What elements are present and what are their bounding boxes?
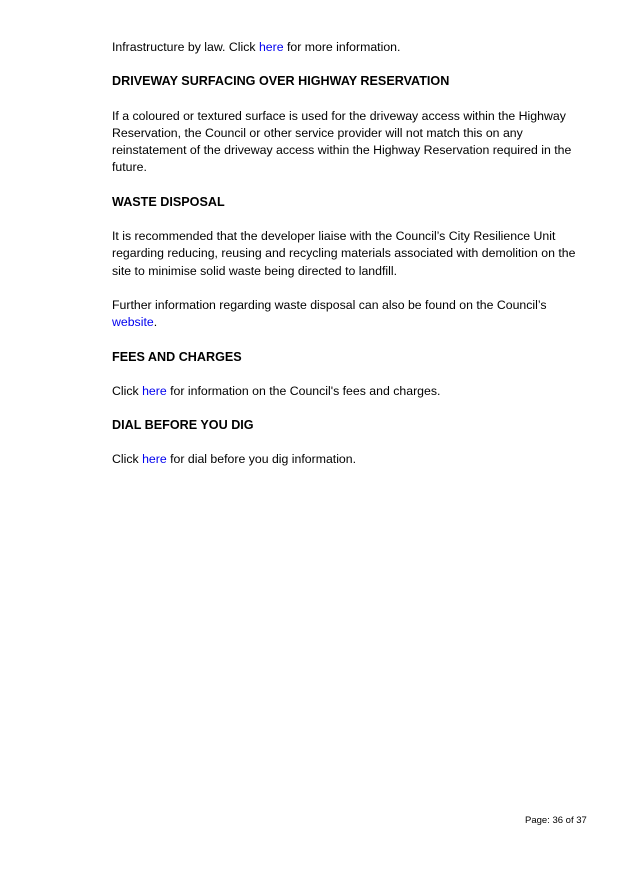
waste-paragraph-1: It is recommended that the developer liaise with the Council’s City Resilience Unit regarding reducing, reusing and recycling materials associated with demolition on the site to minimise solid waste being directed to landfill.: [112, 229, 576, 278]
waste-text: Further information regarding waste disposal can also be found on the Council’s: [112, 297, 547, 312]
dial-paragraph: [112, 451, 580, 468]
document-body: [112, 39, 580, 486]
fees-text-end: for information on the Council's fees and charges.: [166, 383, 441, 398]
fees-here-link[interactable]: here: [142, 383, 167, 398]
dial-here-link[interactable]: here: [142, 452, 167, 467]
fees-text: Click: [112, 383, 143, 398]
fees-heading: FEES AND CHARGES: [112, 349, 242, 364]
driveway-paragraph: If a coloured or textured surface is used for the driveway access within the Highway Reservation, the Council or other service provider will not match this on any reinstatement of the driveway access within the Highway Reservation required in the future.: [112, 108, 572, 175]
fees-paragraph: [112, 383, 580, 400]
waste-text-end: .: [153, 315, 158, 330]
intro-paragraph: [112, 39, 580, 56]
waste-paragraph-2: [112, 297, 580, 332]
dial-text: Click: [112, 452, 143, 467]
driveway-heading: DRIVEWAY SURFACING OVER HIGHWAY RESERVATION: [112, 74, 450, 89]
dial-text-end: for dial before you dig information.: [166, 452, 357, 467]
dial-heading: DIAL BEFORE YOU DIG: [112, 418, 254, 433]
intro-text: Infrastructure by law. Click: [112, 40, 259, 54]
intro-text-end: for more information.: [283, 40, 401, 54]
page-number: Page: 36 of 37: [525, 815, 587, 826]
waste-website-link[interactable]: website: [112, 315, 154, 330]
infrastructure-here-link[interactable]: here: [258, 40, 284, 54]
waste-heading: WASTE DISPOSAL: [112, 194, 225, 209]
